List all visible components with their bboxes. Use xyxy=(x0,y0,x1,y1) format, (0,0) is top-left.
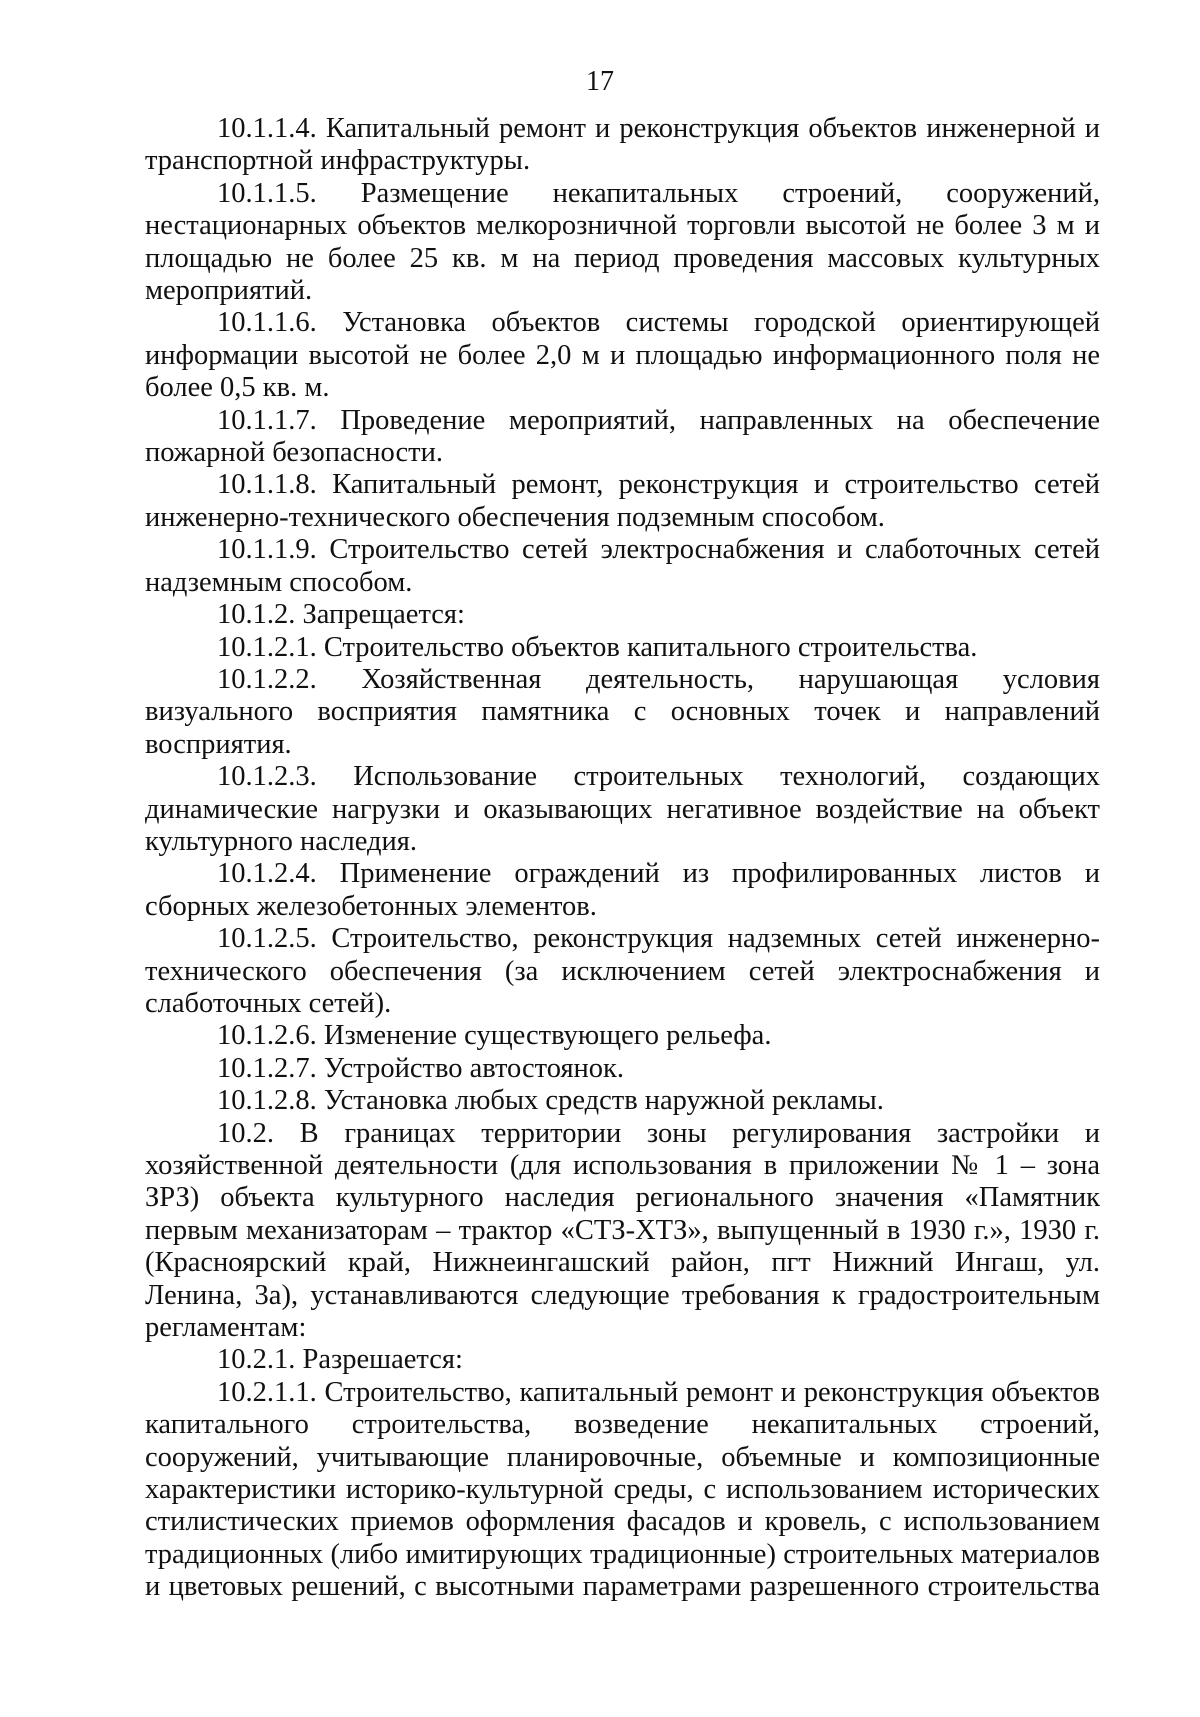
paragraph-10-1-2-7: 10.1.2.7. Устройство автостоянок. xyxy=(217,1052,625,1084)
paragraph-10-1-2-2: 10.1.2.2. Хозяйственная деятельность, нарушающая условия визуального восприятия памятника с основных точек и направлений восприятия. xyxy=(145,663,1100,760)
page-number: 17 xyxy=(586,66,614,97)
paragraph-10-1-2-8: 10.1.2.8. Установка любых средств наружной рекламы. xyxy=(217,1085,884,1117)
paragraph-10-1-1-9: 10.1.1.9. Строительство сетей электроснабжения и слаботочных сетей надземным способом. xyxy=(145,534,1100,598)
paragraph-10-1-1-8: 10.1.1.8. Капитальный ремонт, реконструкция и строительство сетей инженерно-технического обеспечения подземным способом. xyxy=(145,469,1100,533)
paragraph-10-1-2-5: 10.1.2.5. Строительство, реконструкция надземных сетей инженерно-технического обеспечения (за исключением сетей электроснабжения и слаботочных сетей). xyxy=(145,923,1100,1019)
paragraph-10-1-2-1: 10.1.2.1. Строительство объектов капитального строительства. xyxy=(217,631,978,663)
paragraph-10-2-1: 10.2.1. Разрешается: xyxy=(217,1344,463,1376)
paragraph-10-1-1-7: 10.1.1.7. Проведение мероприятий, направленных на обеспечение пожарной безопасности. xyxy=(145,404,1100,469)
paragraph-10-1-1-6: 10.1.1.6. Установка объектов системы городской ориентирующей информации высотой не более 2,0 м и площадью информационного поля не более 0,5 кв. м. xyxy=(145,307,1100,404)
paragraph-10-2: 10.2. В границах территории зоны регулирования застройки и хозяйственной деятельности (для использования в приложении № 1 – зона ЗРЗ) объекта культурного наследия регионального значения «Памятник первым механизаторам – трактор «СТЗ-ХТЗ», выпущенный в 1930 г.», 1930 г. (Красноярский край, Нижнеингашский район, пгт Нижний Ингаш, ул. Ленина, 3а), устанавливаются следующие требования к градостроительным регламентам: xyxy=(145,1117,1100,1344)
paragraph-10-1-2-6: 10.1.2.6. Изменение существующего рельефа. xyxy=(217,1020,772,1052)
paragraph-10-1-1-5: 10.1.1.5. Размещение некапитальных строений, сооружений, нестационарных объектов мелкорозничной торговли высотой не более 3 м и площадью не более 25 кв. м на период проведения массовых культурных мероприятий. xyxy=(145,177,1100,307)
paragraph-10-2-1-1: 10.2.1.1. Строительство, капитальный ремонт и реконструкция объектов капитального строительства, возведение некапитальных строений, сооружений, учитывающие планировочные, объемные и композиционные характеристики историко-культурной среды, с использованием исторических стилистических приемов оформления фасадов и кровель, с использованием традиционных (либо имитирующих традиционные) строительных материалов и цветовых решений, с высотными параметрами разрешенного строительства xyxy=(145,1376,1100,1603)
paragraph-10-1-2-4: 10.1.2.4. Применение ограждений из профилированных листов и сборных железобетонных элементов. xyxy=(145,858,1100,922)
paragraph-10-1-2: 10.1.2. Запрещается: xyxy=(217,599,465,631)
document-body xyxy=(145,113,1100,1604)
paragraph-10-1-1-4: 10.1.1.4. Капитальный ремонт и реконструкция объектов инженерной и транспортной инфраструктуры. xyxy=(145,113,1100,177)
paragraph-10-1-2-3: 10.1.2.3. Использование строительных технологий, создающих динамические нагрузки и оказывающих негативное воздействие на объект культурного наследия. xyxy=(145,761,1100,857)
